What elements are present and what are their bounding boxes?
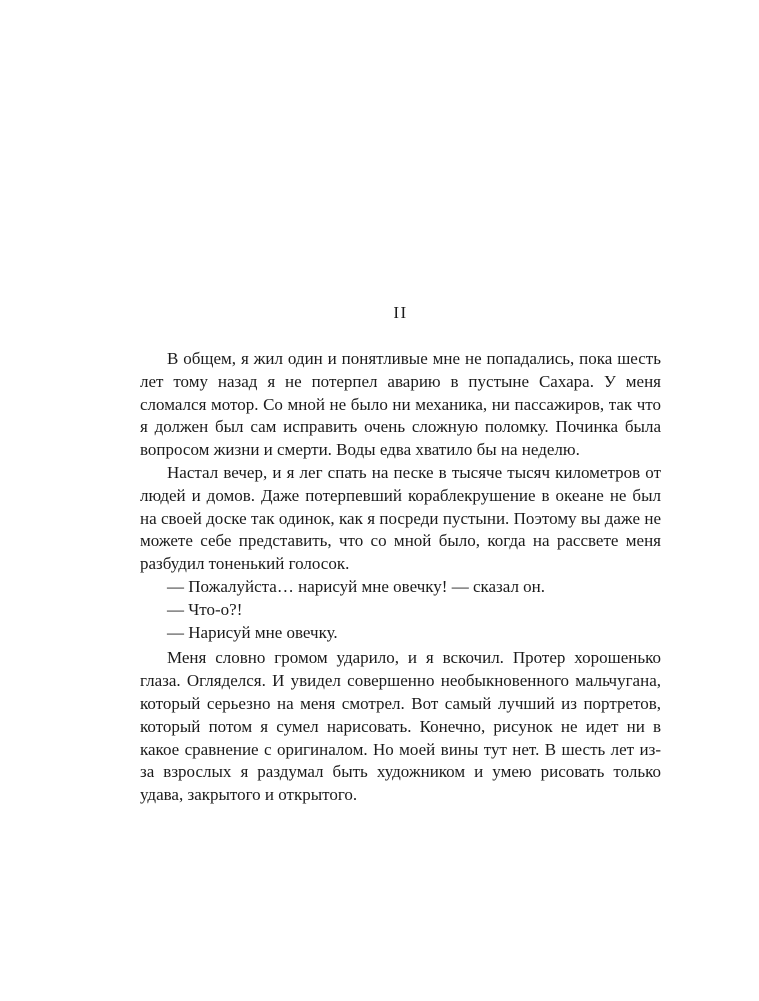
dialogue-line-1: — Пожалуйста… нарисуй мне овечку! — сказал он.	[167, 576, 546, 596]
chapter-heading: II	[393, 303, 408, 322]
dialogue-line-2: — Что-о?!	[167, 599, 243, 619]
paragraph-2: Настал вечер, и я лег спать на песке в тысяче тысяч километров от людей и домов. Даже потерпевший кораблекрушение в океане не был на своей доске так одинок, как я посреди пустыни. Поэтому вы даже не можете себе представить, что со мной было, когда на рассвете меня разбудил тоненький голосок.	[140, 462, 661, 574]
paragraph-3: Меня словно громом ударило, и я вскочил. Протер хорошенько глаза. Огляделся. И увидел совершенно необыкновенного мальчугана, который серьезно на меня смотрел. Вот самый лучший из портретов, который потом я сумел нарисовать. Конечно, рисунок не идет ни в какое сравнение с оригиналом. Но моей вины тут нет. В шесть лет из-за взрослых я раздумал быть художником и умею рисовать только удава, закрытого и открытого.	[140, 648, 661, 805]
paragraph-1: В общем, я жил один и понятливые мне не попадались, пока шесть лет тому назад я не потерпел аварию в пустыне Сахара. У меня сломался мотор. Со мной не было ни механика, ни пассажиров, так что я должен был сам исправить очень сложную поломку. Починка была вопросом жизни и смерти. Воды едва хватило бы на неделю.	[140, 349, 661, 460]
dialogue-line-3: — Нарисуй мне овечку.	[167, 622, 338, 642]
text-column	[140, 301, 661, 807]
